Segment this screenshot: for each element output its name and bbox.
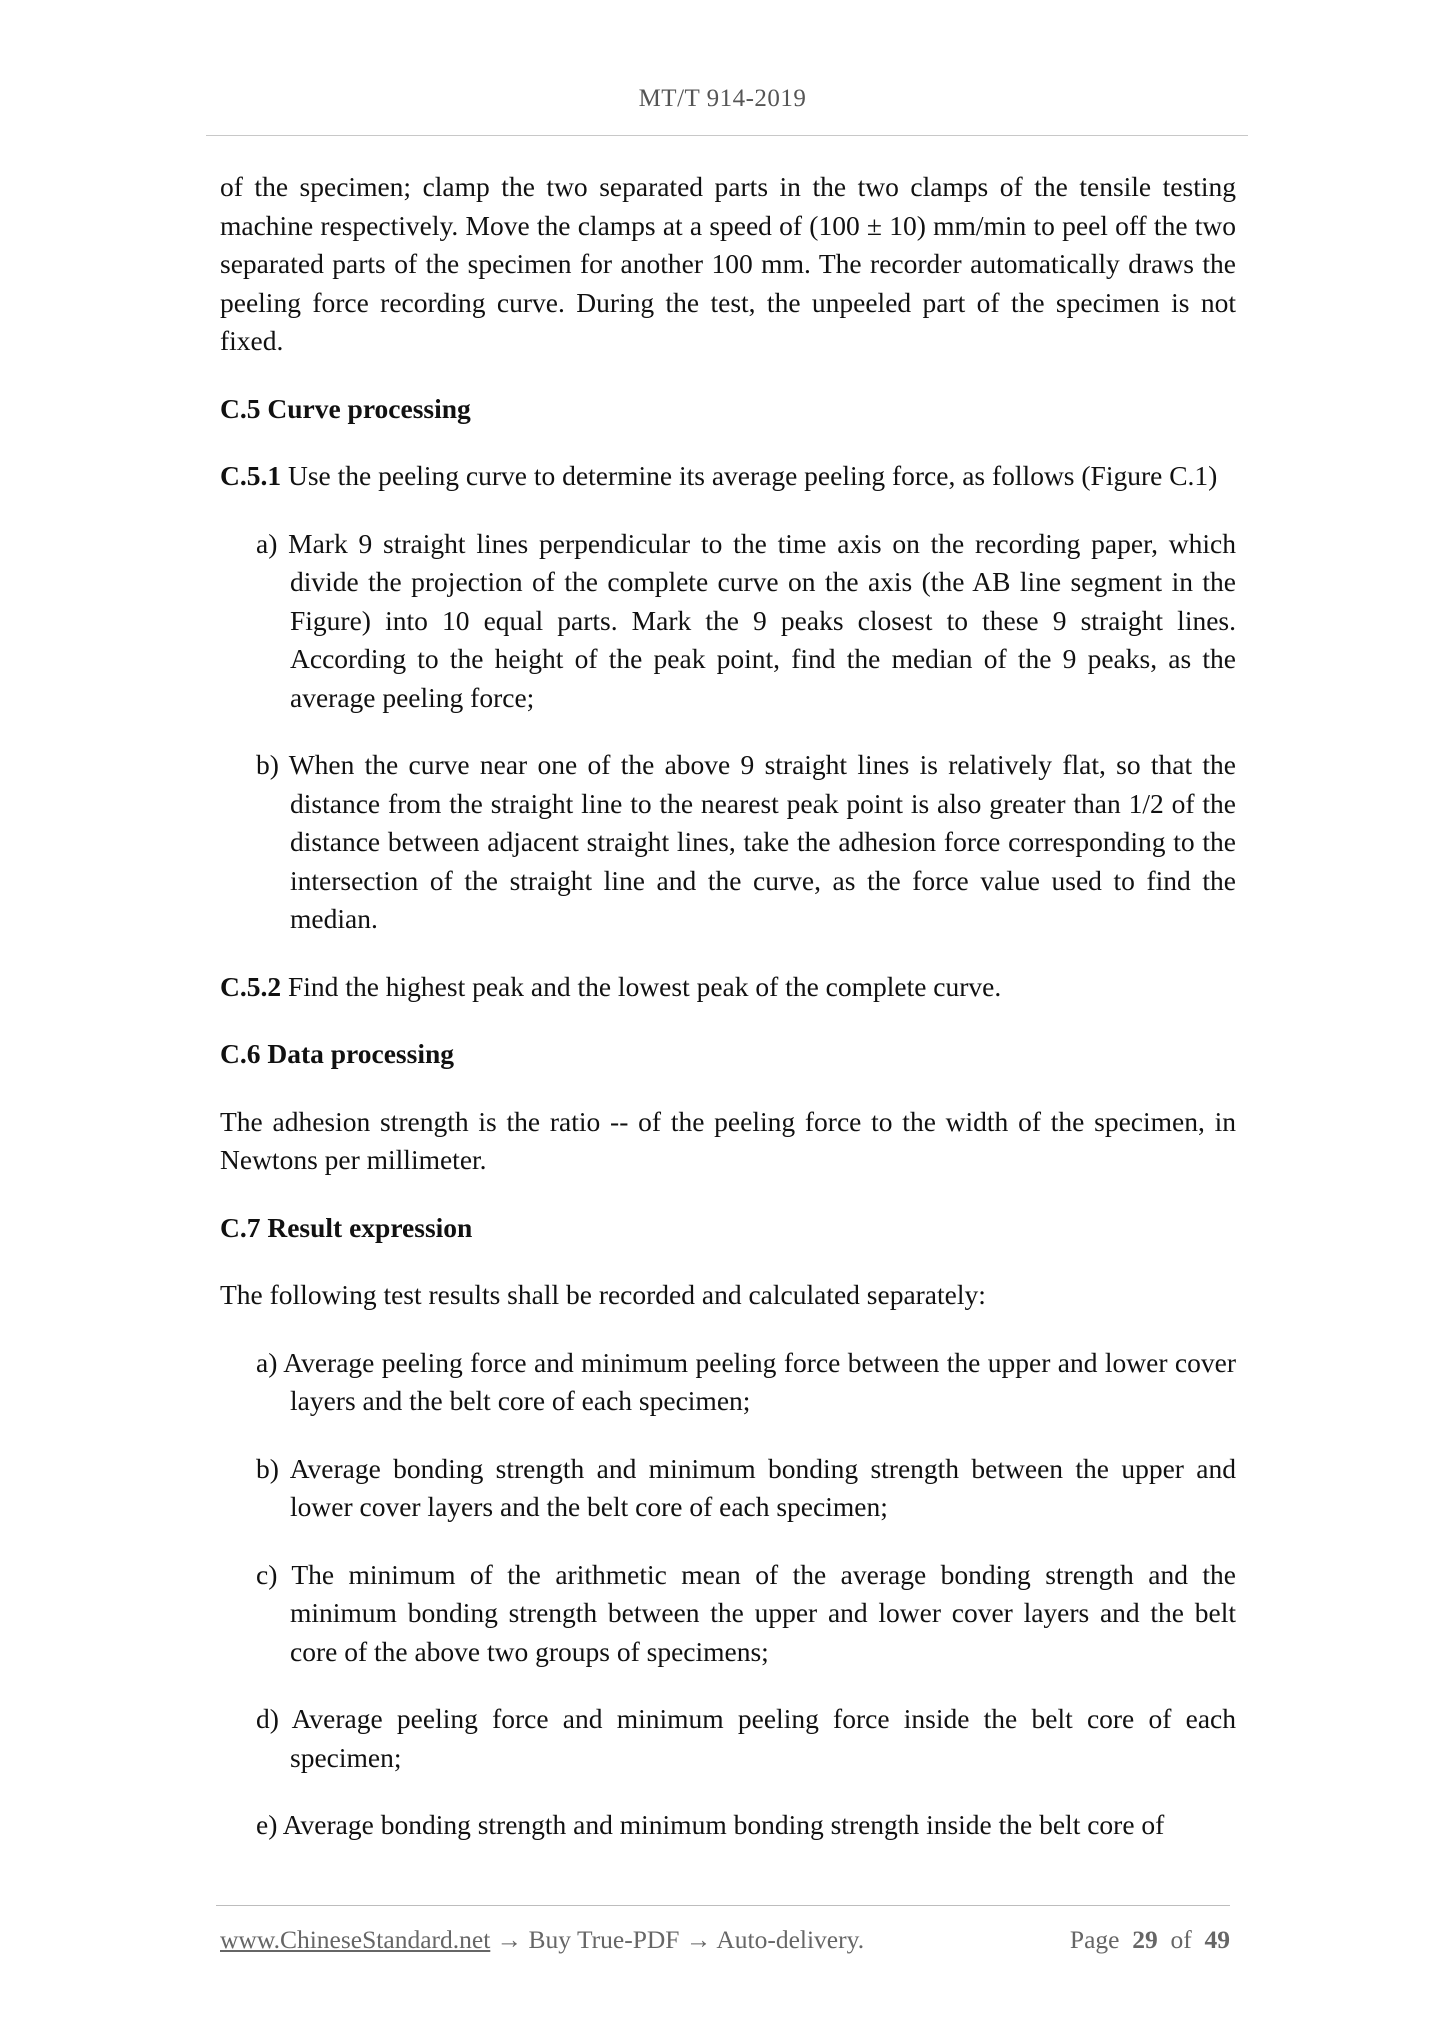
c51-list-item-a: a) Mark 9 straight lines perpendicular to the time axis on the recording paper, which divide the projection of the complete curve on the axis (the AB line segment in the Figure) into 10 equal parts. Mark the 9 peaks closest to these 9 straight lines. According to the height of the peak point, find the median of the 9 peaks, as the average peeling force; [256,527,1236,713]
section-c6-heading: C.6 Data processing [220,1038,455,1069]
auto-delivery-text: Auto-delivery. [716,1925,865,1954]
page-label: Page [1069,1925,1120,1954]
c7-list-item-e: e) Average bonding strength and minimum bonding strength inside the belt core of [256,1809,1165,1840]
footer-divider [216,1905,1230,1906]
buy-true-pdf-text: Buy True-PDF [528,1925,680,1954]
c7-list-item-b: b) Average bonding strength and minimum bonding strength between the upper and lower cover layers and the belt core of each specimen; [256,1452,1236,1522]
arrow-right-icon: → [685,1925,712,1954]
header-divider [206,135,1248,136]
site-link[interactable]: www.ChineseStandard.net [220,1925,491,1954]
clause-c52 [220,968,1236,1007]
total-page-number: 49 [1204,1925,1230,1954]
clause-c51-text: Use the peeling curve to determine its average peeling force, as follows (Figure C.1) [288,460,1218,491]
page-content [220,168,1236,1845]
c7-list-item-d: d) Average peeling force and minimum peeling force inside the belt core of each specimen; [256,1703,1236,1773]
c7-list-item-a: a) Average peeling force and minimum peeling force between the upper and lower cover layers and the belt core of each specimen; [256,1346,1236,1416]
section-c5-heading: C.5 Curve processing [220,392,471,424]
intro-paragraph: of the specimen; clamp the two separated parts in the two clamps of the tensile testing machine respectively. Move the clamps at a speed of (100 ± 10) mm/min to peel off the two separated parts of the specimen for another 100 mm. The recorder automatically draws the peeling force recording curve. During the test, the unpeeled part of the specimen is not fixed. [220,171,1236,356]
c6-paragraph: The adhesion strength is the ratio -- of the peeling force to the width of the specimen, in Newtons per millimeter. [220,1105,1236,1175]
clause-c52-number: C.5.2 [220,970,282,1002]
footer-links [220,1925,864,1955]
document-code-header: MT/T 914-2019 [638,85,807,112]
c51-list-item-b: b) When the curve near one of the above 9 straight lines is relatively flat, so that the distance from the straight line to the nearest peak point is also greater than 1/2 of the distance between adjacent straight lines, take the adhesion force corresponding to the intersection of the straight line and the curve, as the force value used to find the median. [256,749,1236,934]
c7-list-item-c: c) The minimum of the arithmetic mean of the average bonding strength and the minimum bonding strength between the upper and lower cover layers and the belt core of the above two groups of specimens; [256,1558,1236,1667]
clause-c51-number: C.5.1 [220,460,282,491]
arrow-right-icon: → [496,1925,523,1954]
page-indicator [1070,1925,1230,1955]
c7-paragraph: The following test results shall be recorded and calculated separately: [220,1279,986,1310]
section-c7-heading: C.7 Result expression [220,1211,473,1243]
current-page-number: 29 [1132,1925,1158,1954]
clause-c52-text: Find the highest peak and the lowest peak of the complete curve. [288,970,1002,1002]
clause-c51 [220,457,1236,496]
page-of-label: of [1170,1925,1192,1954]
